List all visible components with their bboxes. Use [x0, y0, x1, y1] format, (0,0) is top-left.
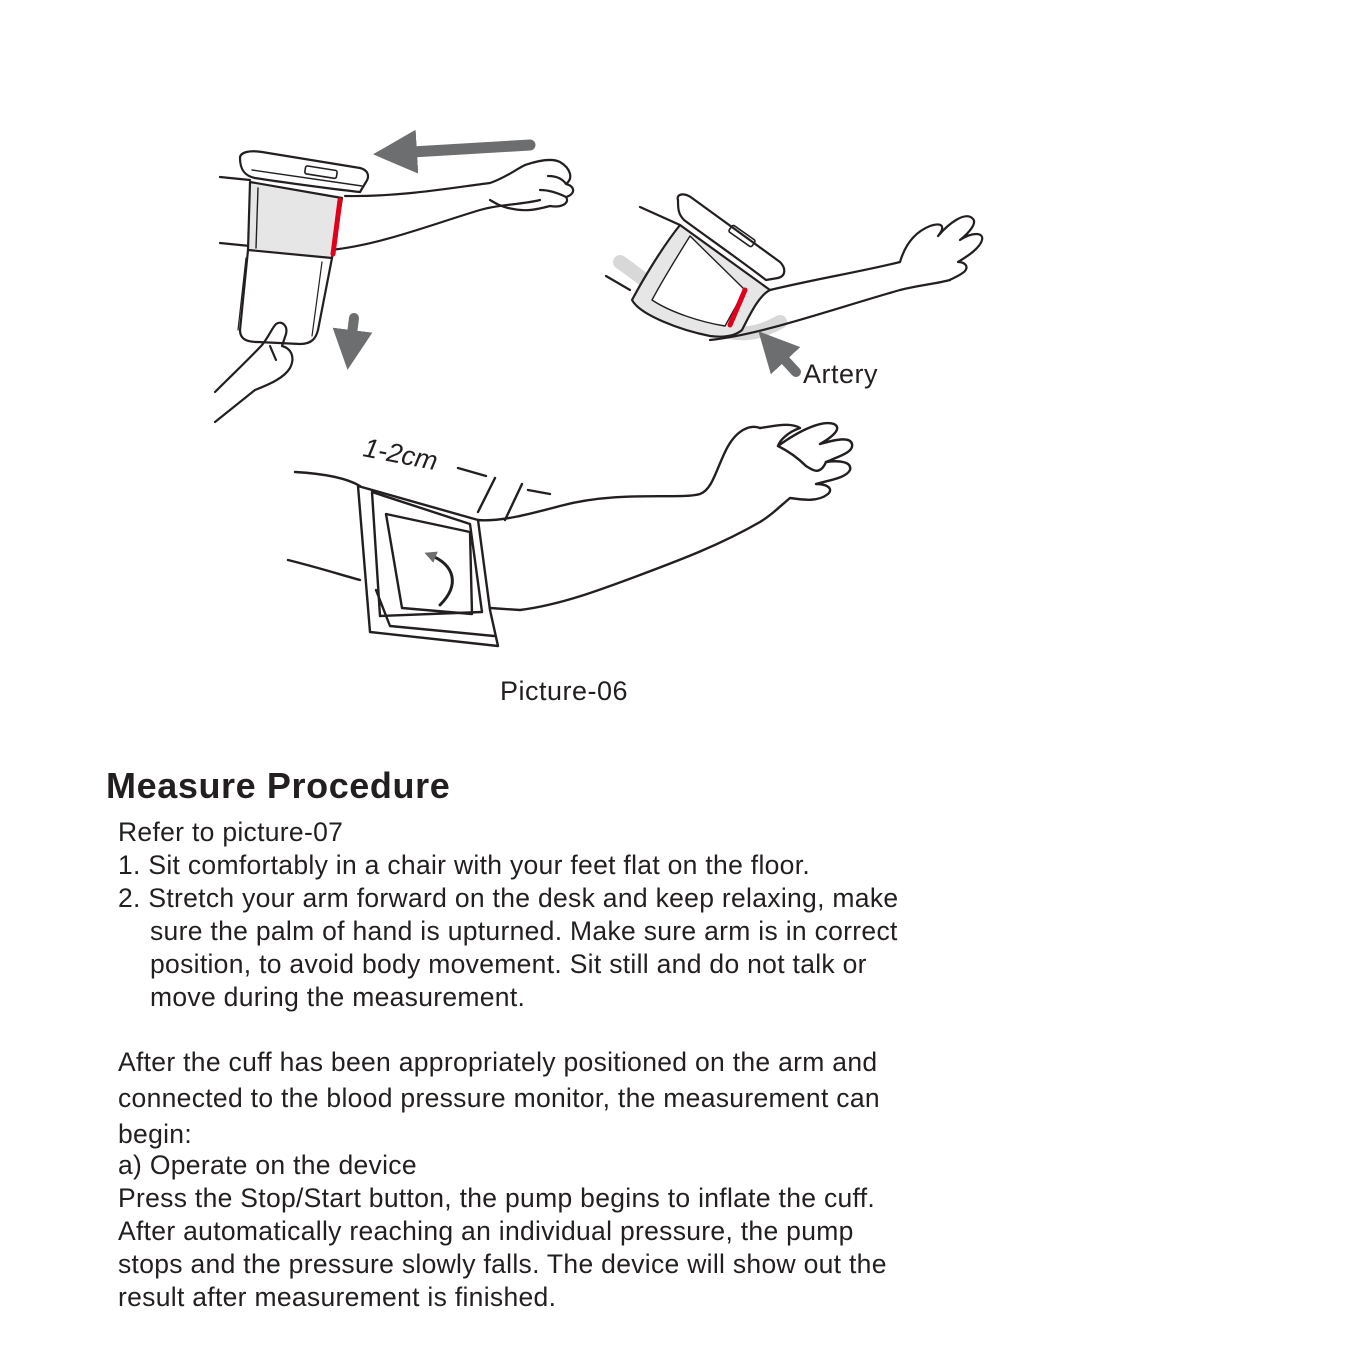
operate-subheading: a) Operate on the device	[118, 1150, 417, 1180]
panel-pull-cuff	[215, 145, 573, 422]
hand-outline-2	[900, 216, 982, 280]
panel-artery	[606, 194, 982, 372]
step-2-line-4: move during the measurement.	[150, 982, 526, 1012]
paragraph-after-cuff	[118, 1044, 880, 1152]
step-2-line-2: sure the palm of hand is upturned. Make sure arm is in correct	[150, 916, 898, 946]
press-line-1: Press the Stop/Start button, the pump begins to inflate the cuff.	[118, 1183, 876, 1213]
press-line-3: stops and the pressure slowly falls. The device will show out the	[118, 1249, 887, 1279]
pull-down-arrow	[350, 318, 354, 350]
step-2	[118, 882, 898, 1014]
step-1: 1. Sit comfortably in a chair with your feet flat on the floor.	[118, 850, 811, 880]
section-title: Measure Procedure	[106, 765, 451, 806]
step-2-line-3: position, to avoid body movement. Sit still and do not talk or	[150, 949, 867, 979]
press-line-4: result after measurement is finished.	[118, 1282, 557, 1312]
artery-label: Artery	[803, 359, 879, 389]
distance-label: 1-2cm	[360, 432, 441, 477]
intro-reference: Refer to picture-07	[118, 817, 344, 847]
figure-caption: Picture-06	[500, 676, 629, 706]
cuff-on-arm	[248, 182, 342, 258]
hand-outline-3	[490, 423, 852, 610]
after-line-1: After the cuff has been appropriately positioned on the arm and	[118, 1047, 878, 1077]
slide-direction-arrow	[395, 145, 530, 153]
press-line-2: After automatically reaching an individual pressure, the pump	[118, 1216, 854, 1246]
pulling-hand	[215, 323, 292, 422]
after-line-3: begin:	[118, 1119, 193, 1149]
artery-pointer-arrow	[772, 346, 796, 372]
step-2-line-1: 2. Stretch your arm forward on the desk and keep relaxing, make	[118, 883, 899, 913]
paragraph-press-button	[118, 1182, 887, 1314]
after-line-2: connected to the blood pressure monitor, the measurement can	[118, 1083, 880, 1113]
